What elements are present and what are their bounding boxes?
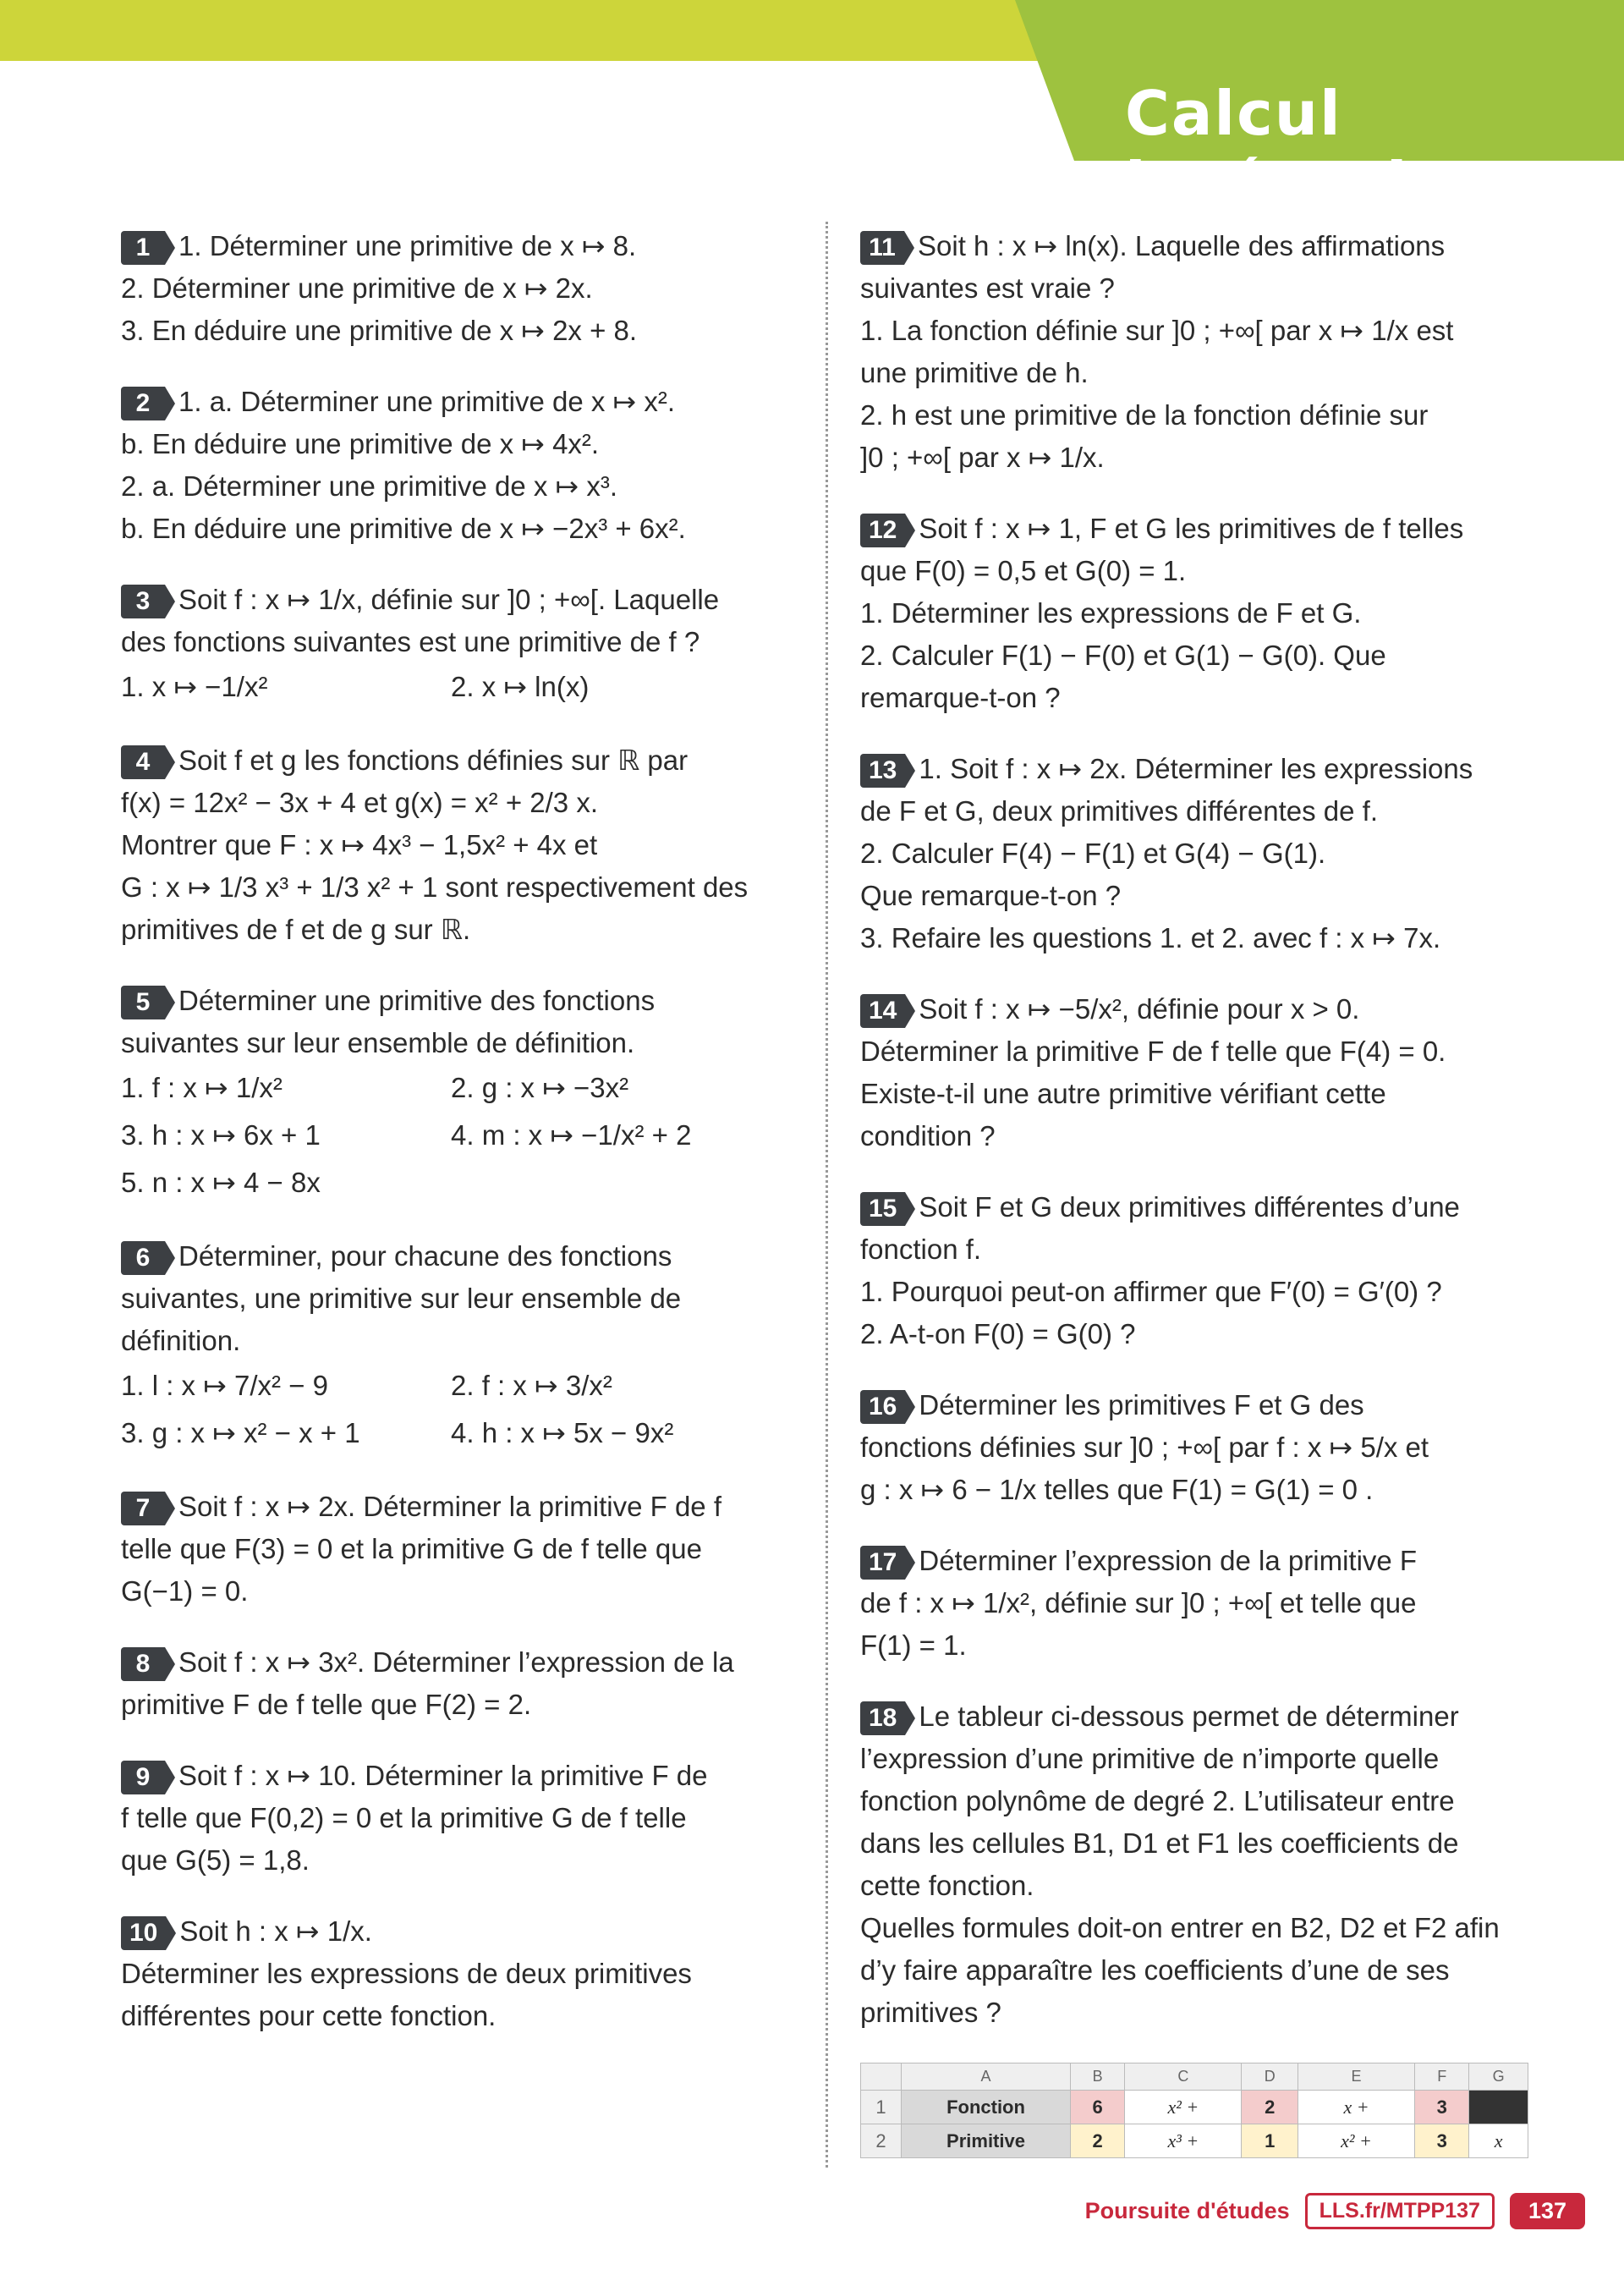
exercise-text: f(x) = 12x² − 3x + 4 et g(x) = x² + 2/3 x. [121,787,598,818]
exercise-text: fonction f. [860,1234,982,1265]
exercise-text: 1. Déterminer les expressions de F et G. [860,597,1362,629]
column-header: B [1071,2063,1125,2091]
exercise-line [860,267,1537,310]
exercise-line [121,267,798,310]
exercise-text: Que remarque-t-on ? [860,880,1122,911]
exercise-line [860,1695,1537,1738]
exercise-number-badge: 15 [860,1192,905,1226]
column-header: F [1415,2063,1469,2091]
exercise-line [860,748,1537,790]
exercise-line [121,621,798,663]
exercise-text: Soit h : x ↦ 1/x. [179,1915,372,1947]
column-header: E [1298,2063,1414,2091]
exercise-text: 1. Soit f : x ↦ 2x. Déterminer les expressions [919,753,1473,784]
exercise-text: Soit f et g les fonctions définies sur ℝ par [178,745,689,776]
exercise-text: définition. [121,1325,241,1356]
exercise-line [860,1540,1537,1582]
exercise-number-badge: 1 [121,231,165,265]
exercise-line [121,1953,798,1995]
exercise-option: 1. f : x ↦ 1/x² [121,1072,283,1103]
page-title: Calcul intégral [1125,78,1409,220]
exercise-line [860,790,1537,833]
exercise-text: g : x ↦ 6 − 1/x telles que F(1) = G(1) = 0 . [860,1474,1374,1505]
cell-F2: 3 [1415,2124,1469,2158]
cell-E2: x² + [1298,2124,1414,2158]
footer [1085,2193,1585,2229]
exercise-option: 5. n : x ↦ 4 − 8x [121,1167,321,1198]
exercise-7 [121,1486,798,1613]
exercise-line [121,1022,798,1064]
exercise-number-badge: 16 [860,1390,905,1424]
exercise-text: suivantes est vraie ? [860,272,1115,304]
row-header: 1 [861,2091,902,2124]
exercise-number-badge: 14 [860,994,905,1028]
exercise-line [860,394,1537,437]
exercise-text: 2. Calculer F(1) − F(0) et G(1) − G(0). Que [860,640,1386,671]
exercise-line [860,352,1537,394]
row-header: 2 [861,2124,902,2158]
exercise-line [860,1992,1537,2034]
exercise-text: Déterminer les expressions de deux primitives [121,1958,692,1989]
exercise-text: remarque-t-on ? [860,682,1061,713]
exercise-text: Déterminer les primitives F et G des [919,1389,1364,1421]
exercise-option: 4. h : x ↦ 5x − 9x² [451,1417,674,1448]
exercise-text: suivantes sur leur ensemble de définition. [121,1027,635,1058]
exercise-text: que F(0) = 0,5 et G(0) = 1. [860,555,1187,586]
cell-C1: x² + [1125,2091,1242,2124]
exercise-line [121,1278,798,1320]
exercise-line [860,677,1537,719]
spreadsheet-row-2 [861,2124,1528,2158]
exercise-option: 3. g : x ↦ x² − x + 1 [121,1417,360,1448]
exercise-number-badge: 8 [121,1647,165,1681]
exercise-text: Soit f : x ↦ 10. Déterminer la primitive F de [178,1760,708,1791]
exercise-line [860,1426,1537,1469]
exercise-line [121,508,798,550]
exercise-text: 1. La fonction définie sur ]0 ; +∞[ par x ↦ 1/x est [860,315,1454,346]
exercise-text: 2. h est une primitive de la fonction définie sur [860,399,1429,431]
exercise-line [860,508,1537,550]
exercise-text: fonction polynôme de degré 2. L’utilisateur entre [860,1785,1455,1816]
exercise-13 [860,748,1537,959]
exercise-text: Existe-t-il une autre primitive vérifiant cette [860,1078,1386,1109]
exercise-line [121,579,798,621]
exercise-number-badge: 18 [860,1701,905,1735]
exercise-number-badge: 5 [121,986,165,1019]
exercise-line [121,1320,798,1362]
exercise-line [121,1684,798,1726]
exercise-line [860,1073,1537,1115]
exercise-line [860,1469,1537,1511]
exercise-4 [121,739,798,951]
exercise-line [121,310,798,352]
exercise-line [121,1910,798,1953]
exercise-line [121,1570,798,1613]
exercise-option: 2. x ↦ ln(x) [451,671,590,702]
exercise-text: Déterminer, pour chacune des fonctions [178,1240,672,1272]
exercise-text: F(1) = 1. [860,1629,967,1661]
exercise-text: suivantes, une primitive sur leur ensemble de [121,1283,682,1314]
column-header: C [1125,2063,1242,2091]
exercise-line [860,988,1537,1030]
exercise-text: 2. a. Déterminer une primitive de x ↦ x³. [121,470,618,502]
exercise-line [121,1486,798,1528]
exercise-text: Soit f : x ↦ 2x. Déterminer la primitive F de f [178,1491,722,1522]
exercise-line [121,1641,798,1684]
exercise-12 [860,508,1537,719]
cell-G2: x [1469,2124,1528,2158]
column-divider [826,222,828,2168]
exercise-2 [121,381,798,550]
exercise-line [860,1907,1537,1949]
cell-B1: 6 [1071,2091,1125,2124]
exercise-options [121,1064,798,1206]
exercise-line [860,1865,1537,1907]
exercise-text: G(−1) = 0. [121,1575,249,1607]
exercise-text: 1. Pourquoi peut-on affirmer que F′(0) = G′(0) ? [860,1276,1442,1307]
exercise-line [121,782,798,824]
exercise-text: ]0 ; +∞[ par x ↦ 1/x. [860,442,1105,473]
exercise-line [121,1755,798,1797]
exercise-text: que G(5) = 1,8. [121,1844,310,1876]
exercise-number-badge: 2 [121,387,165,420]
exercise-text: Soit f : x ↦ −5/x², définie pour x > 0. [919,993,1360,1025]
exercise-line [860,1030,1537,1073]
exercise-text: de F et G, deux primitives différentes de f. [860,795,1379,827]
exercise-line [121,909,798,951]
cell-F1: 3 [1415,2091,1469,2124]
cell-E1: x + [1298,2091,1414,2124]
exercise-text: b. En déduire une primitive de x ↦ 4x². [121,428,600,459]
footer-link[interactable]: LLS.fr/MTPP137 [1305,2193,1495,2229]
exercise-line [121,1528,798,1570]
exercise-line [121,980,798,1022]
cell-A1: Fonction [902,2091,1071,2124]
exercise-line [121,1839,798,1882]
exercise-line [860,550,1537,592]
left-column [121,225,798,2066]
exercise-line [860,917,1537,959]
exercise-line [121,465,798,508]
exercise-text: fonctions définies sur ]0 ; +∞[ par f : x ↦ 5/x et [860,1431,1429,1463]
cell-D1: 2 [1242,2091,1298,2124]
exercise-line [860,1186,1537,1228]
exercise-number-badge: 13 [860,754,905,788]
column-header: D [1242,2063,1298,2091]
exercise-6 [121,1235,798,1457]
exercise-line [121,866,798,909]
exercise-text: 1. a. Déterminer une primitive de x ↦ x². [178,386,676,417]
exercise-number-badge: 3 [121,585,165,618]
spreadsheet-header-row [861,2063,1528,2091]
cell-C2: x³ + [1125,2124,1242,2158]
exercise-text: dans les cellules B1, D1 et F1 les coefficients de [860,1827,1459,1859]
exercise-15 [860,1186,1537,1355]
cell-B2: 2 [1071,2124,1125,2158]
exercise-text: 3. Refaire les questions 1. et 2. avec f : x ↦ 7x. [860,922,1441,953]
exercise-16 [860,1384,1537,1511]
cell-G1 [1469,2091,1528,2124]
spreadsheet-row-1 [861,2091,1528,2124]
exercise-text: des fonctions suivantes est une primitive de f ? [121,626,700,657]
exercise-8 [121,1641,798,1726]
right-column [860,225,1537,2158]
column-header: A [902,2063,1071,2091]
exercise-line [860,1384,1537,1426]
exercise-text: primitives ? [860,1997,1001,2028]
page-number: 137 [1510,2193,1585,2229]
exercise-text: Soit F et G deux primitives différentes d’une [919,1191,1460,1223]
exercise-option: 2. g : x ↦ −3x² [451,1072,629,1103]
exercise-line [121,824,798,866]
exercise-number-badge: 4 [121,745,165,779]
exercise-number-badge: 11 [860,231,904,265]
footer-label: Poursuite d'études [1084,2198,1290,2223]
exercise-17 [860,1540,1537,1667]
exercise-text: primitive F de f telle que F(2) = 2. [121,1689,532,1720]
exercise-line [860,1624,1537,1667]
exercise-line [121,423,798,465]
exercise-text: Le tableur ci-dessous permet de déterminer [919,1701,1459,1732]
exercise-options [121,663,798,711]
exercise-11 [860,225,1537,479]
exercise-text: b. En déduire une primitive de x ↦ −2x³ + 6x². [121,513,686,544]
exercise-number-badge: 10 [121,1916,166,1950]
exercise-number-badge: 9 [121,1761,165,1794]
exercise-text: l’expression d’une primitive de n’importe quelle [860,1743,1440,1774]
exercise-text: condition ? [860,1120,996,1151]
exercise-line [860,310,1537,352]
exercise-line [121,1995,798,2037]
exercise-options [121,1362,798,1457]
exercise-text: Déterminer une primitive des fonctions [178,985,656,1016]
exercise-number-badge: 17 [860,1546,905,1580]
exercise-number-badge: 7 [121,1492,165,1525]
exercise-option: 1. l : x ↦ 7/x² − 9 [121,1370,328,1401]
exercise-line [121,739,798,782]
exercise-text: G : x ↦ 1/3 x³ + 1/3 x² + 1 sont respectivement des [121,871,749,903]
exercise-line [860,1738,1537,1780]
exercise-text: cette fonction. [860,1870,1034,1901]
exercise-option: 3. h : x ↦ 6x + 1 [121,1119,321,1151]
spreadsheet [860,2063,1528,2158]
exercise-option: 1. x ↦ −1/x² [121,671,268,702]
exercise-text: primitives de f et de g sur ℝ. [121,914,471,945]
exercise-line [860,1780,1537,1822]
exercise-9 [121,1755,798,1882]
exercise-text: une primitive de h. [860,357,1089,388]
exercise-line [860,1822,1537,1865]
exercise-line [860,225,1537,267]
exercise-line [121,225,798,267]
exercise-text: telle que F(3) = 0 et la primitive G de f telle que [121,1533,702,1564]
exercise-text: d’y faire apparaître les coefficients d’une de ses [860,1954,1450,1986]
exercise-text: f telle que F(0,2) = 0 et la primitive G de f telle [121,1802,687,1833]
exercise-line [860,1313,1537,1355]
exercise-text: 3. En déduire une primitive de x ↦ 2x + 8. [121,315,638,346]
exercise-text: Quelles formules doit-on entrer en B2, D2 et F2 afin [860,1912,1500,1943]
exercise-option: 2. f : x ↦ 3/x² [451,1370,612,1401]
exercise-line [860,437,1537,479]
exercise-text: 1. Déterminer une primitive de x ↦ 8. [178,230,637,261]
exercise-line [860,1949,1537,1992]
cell-D2: 1 [1242,2124,1298,2158]
exercise-option: 4. m : x ↦ −1/x² + 2 [451,1119,692,1151]
exercise-text: Soit f : x ↦ 1, F et G les primitives de f telles [919,513,1464,544]
column-header: G [1469,2063,1528,2091]
exercise-line [860,1115,1537,1157]
exercise-line [121,1797,798,1839]
exercise-18 [860,1695,1537,2034]
exercise-line [860,875,1537,917]
exercise-line [860,833,1537,875]
exercise-5 [121,980,798,1206]
cell-A2: Primitive [902,2124,1071,2158]
exercise-14 [860,988,1537,1157]
exercise-text: 2. A-t-on F(0) = G(0) ? [860,1318,1136,1349]
exercise-3 [121,579,798,711]
right-exercise-list [860,225,1537,2034]
exercise-text: 2. Déterminer une primitive de x ↦ 2x. [121,272,593,304]
exercise-1 [121,225,798,352]
exercise-line [860,635,1537,677]
exercise-text: Montrer que F : x ↦ 4x³ − 1,5x² + 4x et [121,829,598,860]
exercise-line [860,1582,1537,1624]
exercise-text: Soit f : x ↦ 3x². Déterminer l’expression de la [178,1646,734,1678]
exercise-line [860,1228,1537,1271]
exercise-number-badge: 12 [860,514,905,547]
exercise-text: Déterminer l’expression de la primitive F [919,1545,1418,1576]
exercise-text: Soit h : x ↦ ln(x). Laquelle des affirmations [918,230,1446,261]
exercise-10 [121,1910,798,2037]
exercise-line [121,1235,798,1278]
exercise-line [860,1271,1537,1313]
exercise-line [860,592,1537,635]
exercise-text: 2. Calculer F(4) − F(1) et G(4) − G(1). [860,838,1326,869]
exercise-text: Soit f : x ↦ 1/x, définie sur ]0 ; +∞[. Laquelle [178,584,720,615]
exercise-text: Déterminer la primitive F de f telle que F(4) = 0. [860,1036,1446,1067]
exercise-text: de f : x ↦ 1/x², définie sur ]0 ; +∞[ et telle que [860,1587,1417,1618]
exercise-text: différentes pour cette fonction. [121,2000,497,2031]
exercise-number-badge: 6 [121,1241,165,1275]
corner-cell [861,2063,902,2091]
exercise-line [121,381,798,423]
